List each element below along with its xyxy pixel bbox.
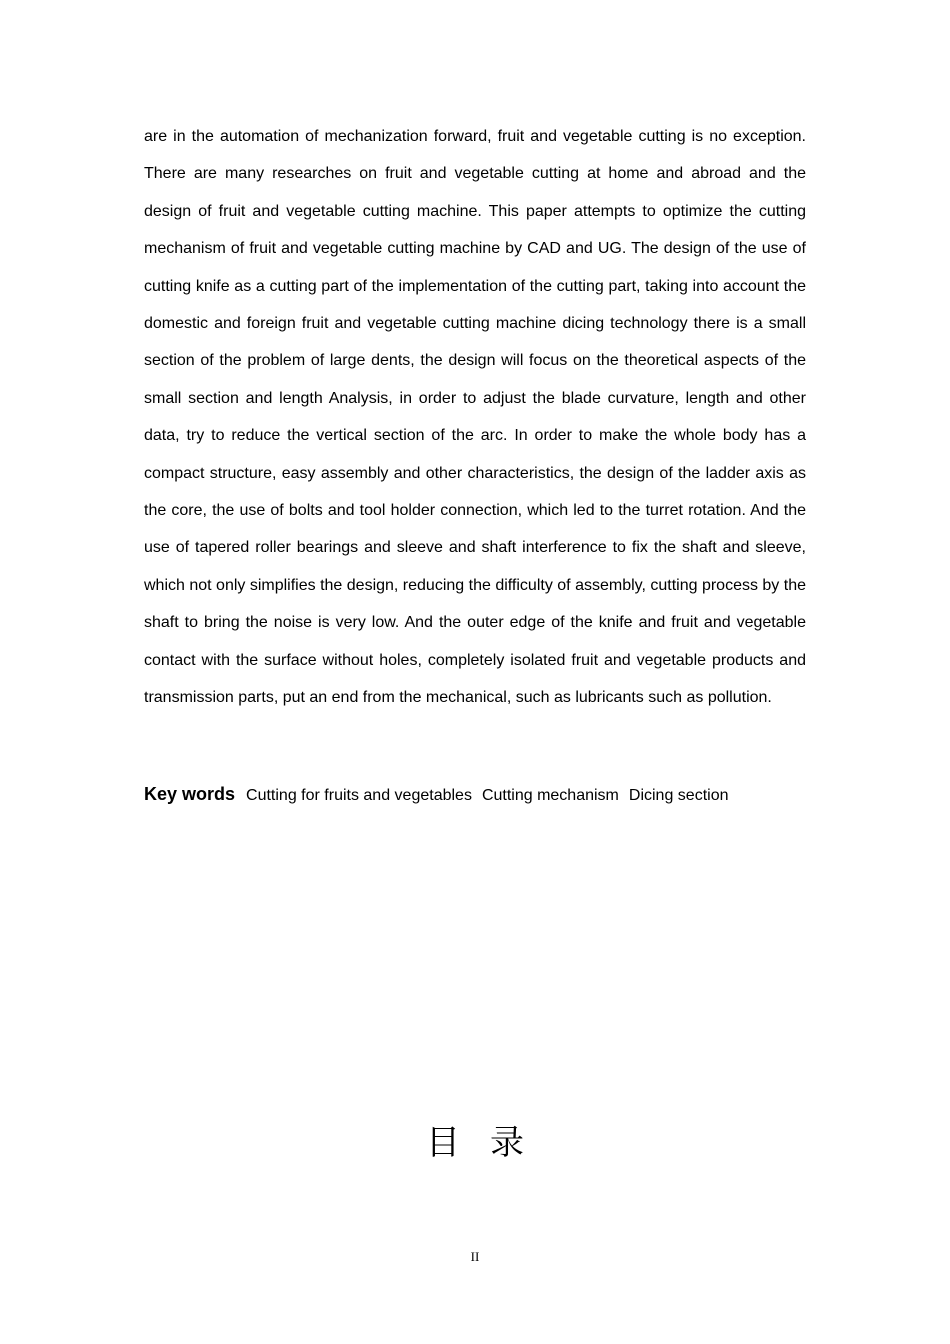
keyword-term: Cutting mechanism (481, 787, 619, 804)
keywords-label: Key words (144, 784, 236, 804)
keywords-line (144, 780, 806, 810)
keyword-term: Cutting for fruits and vegetables (246, 787, 472, 804)
toc-heading: 目录 (426, 1123, 554, 1163)
abstract-body: are in the automation of mechanization forward, fruit and vegetable cutting is no exception. There are many researches on fruit and vegetable cutting at home and abroad and the design of fruit and vegetable cutting machine. This paper attempts to optimize the cutting mechanism of fruit and vegetable cutting machine by CAD and UG. The design of the use of cutting knife as a cutting part of the implementation of the cutting part, taking into account the domestic and foreign fruit and vegetable cutting machine dicing technology there is a small section of the problem of large dents, the design will focus on the theoretical aspects of the small section and length Analysis, in order to adjust the blade curvature, length and other data, try to reduce the vertical section of the arc. In order to make the whole body has a compact structure, easy assembly and other characteristics, the design of the ladder axis as the core, the use of bolts and tool holder connection, which led to the turret rotation. And the use of tapered roller bearings and sleeve and shaft interference to fix the shaft and sleeve, which not only simplifies the design, reducing the difficulty of assembly, cutting process by the shaft to bring the noise is very low. And the outer edge of the knife and fruit and vegetable contact with the surface without holes, completely isolated fruit and vegetable products and transmission parts, put an end from the mechanical, such as lubricants such as pollution. (144, 128, 806, 707)
keyword-term: Dicing section (628, 787, 729, 804)
page-number: II (470, 1249, 480, 1264)
